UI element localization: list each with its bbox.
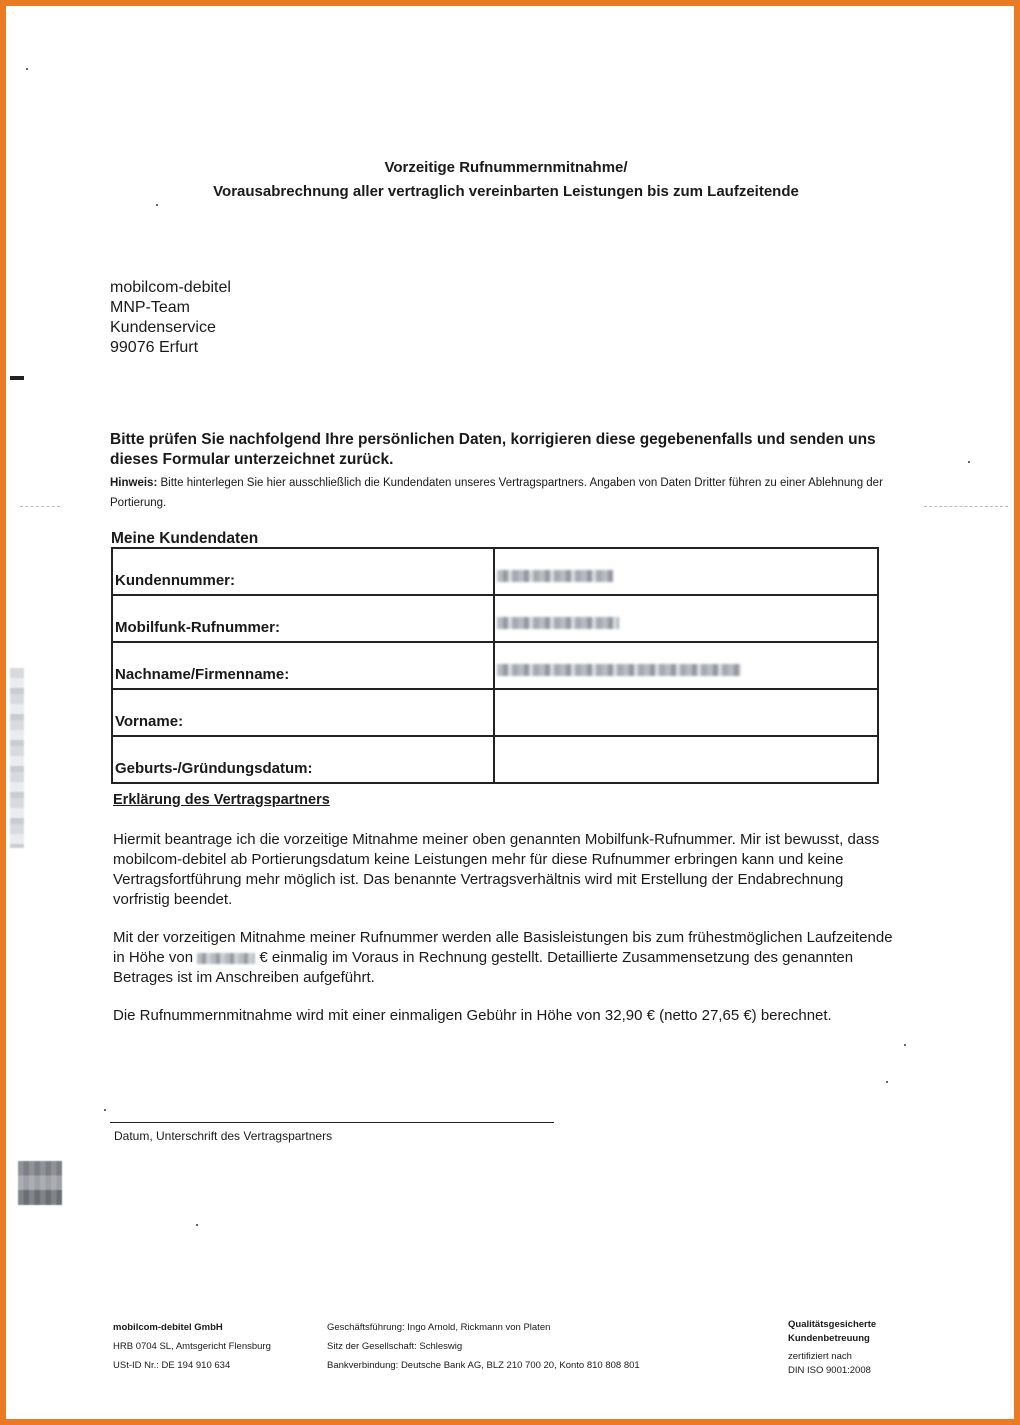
table-row xyxy=(112,548,878,595)
address-line: mobilcom-debitel xyxy=(110,279,231,296)
row-label-kundennummer: Kundennummer: xyxy=(112,548,494,595)
hint-body: Bitte hinterlegen Sie hier ausschließlich die Kundendaten unseres Vertragspartners. Angaben von Daten Dritter führen zu einer Ablehnung der Portierung. xyxy=(110,477,883,509)
customer-data-table xyxy=(111,547,879,784)
footer-quality-label: Qualitätsgesicherte Kundenbetreuung xyxy=(788,1319,877,1344)
address-line: 99076 Erfurt xyxy=(110,339,199,356)
signature-line[interactable] xyxy=(110,1122,554,1123)
table-row xyxy=(112,689,878,736)
paragraph-2-end: € einmalig im Voraus in Rechnung gestellt. Detaillierte Zusammensetzung des genannten Betrages ist im Anschreiben aufgeführt. xyxy=(113,949,854,986)
footer-certified: zertifiziert nach xyxy=(788,1351,852,1362)
title-line-2: Vorausabrechnung aller vertraglich vereinbarten Leistungen bis zum Laufzeitende xyxy=(213,183,799,200)
title-line-1: Vorzeitige Rufnummernmitnahme/ xyxy=(384,159,628,176)
scan-speck xyxy=(196,1224,198,1226)
scan-speck xyxy=(886,1081,888,1083)
value-rufnummer[interactable] xyxy=(494,595,878,642)
instruction-text: Bitte prüfen Sie nachfolgend Ihre persönlichen Daten, korrigieren diese gegebenenfalls und senden uns dieses Formular unterzeichnet zurück. xyxy=(110,431,876,468)
paragraph-2-start: Mit der vorzeitigen Mitnahme meiner Rufnummer werden alle Basisleistungen bis zum frühestmöglichen Laufzeitende in Höhe von xyxy=(113,929,893,966)
scan-speck xyxy=(904,1044,906,1046)
footer-company-name: mobilcom-debitel GmbH xyxy=(113,1322,223,1333)
redacted-value xyxy=(497,664,741,676)
footer-seat: Sitz der Gesellschaft: Schleswig xyxy=(327,1341,463,1352)
declaration-title: Erklärung des Vertragspartners xyxy=(113,792,330,808)
table-row xyxy=(112,595,878,642)
footer-directors: Geschäftsführung: Ingo Arnold, Rickmann von Platen xyxy=(327,1322,551,1333)
scan-speck xyxy=(968,461,970,463)
footer-bank: Bankverbindung: Deutsche Bank AG, BLZ 210 700 20, Konto 810 808 801 xyxy=(327,1360,640,1371)
signature-caption: Datum, Unterschrift des Vertragspartners xyxy=(114,1129,333,1143)
recipient-address xyxy=(110,278,231,358)
scan-dash xyxy=(924,506,1008,507)
row-label-nachname: Nachname/Firmenname: xyxy=(112,642,494,689)
redacted-value xyxy=(497,617,619,629)
row-label-vorname: Vorname: xyxy=(112,689,494,736)
table-row xyxy=(112,736,878,783)
scan-dash xyxy=(20,506,60,507)
customer-data-title: Meine Kundendaten xyxy=(111,530,259,547)
hint-text xyxy=(110,473,890,513)
footer-management xyxy=(327,1318,747,1375)
hint-label: Hinweis: xyxy=(110,477,158,489)
document-page xyxy=(6,6,1014,1419)
redacted-barcode xyxy=(18,1161,62,1205)
table-row xyxy=(112,642,878,689)
address-line: MNP-Team xyxy=(110,299,191,316)
footer-quality xyxy=(788,1318,908,1378)
footer-iso: DIN ISO 9001:2008 xyxy=(788,1365,871,1376)
scan-artifact xyxy=(10,668,24,848)
document-title xyxy=(126,156,886,204)
row-label-rufnummer: Mobilfunk-Rufnummer: xyxy=(112,595,494,642)
value-vorname[interactable] xyxy=(494,689,878,736)
scan-speck xyxy=(156,204,158,206)
value-kundennummer[interactable] xyxy=(494,548,878,595)
declaration-paragraph-1: Hiermit beantrage ich die vorzeitige Mitnahme meiner oben genannten Mobilfunk-Rufnummer. Mir ist bewusst, dass mobilcom-debitel ab Portierungsdatum keine Leistungen mehr für diese Rufnummer erbringen kann und keine Vertragsfortführung mehr möglich ist. Das benannte Vertragsverhältnis wird mit Erstellung der Endabrechnung vorfristig beendet. xyxy=(113,831,880,908)
value-nachname[interactable] xyxy=(494,642,878,689)
declaration-paragraph-2 xyxy=(113,928,893,988)
row-label-geburtsdatum: Geburts-/Gründungsdatum: xyxy=(112,736,494,783)
footer-vat-id: USt-ID Nr.: DE 194 910 634 xyxy=(113,1360,231,1371)
scan-speck xyxy=(104,1109,106,1111)
footer-company xyxy=(113,1318,313,1375)
fold-mark xyxy=(10,376,24,380)
redacted-amount xyxy=(197,953,255,964)
scan-speck xyxy=(26,68,28,70)
footer-register: HRB 0704 SL, Amtsgericht Flensburg xyxy=(113,1341,271,1352)
redacted-value xyxy=(497,570,613,582)
declaration-paragraph-3: Die Rufnummernmitnahme wird mit einer einmaligen Gebühr in Höhe von 32,90 € (netto 27,65 €) berechnet. xyxy=(113,1007,832,1024)
value-geburtsdatum[interactable] xyxy=(494,736,878,783)
address-line: Kundenservice xyxy=(110,319,216,336)
